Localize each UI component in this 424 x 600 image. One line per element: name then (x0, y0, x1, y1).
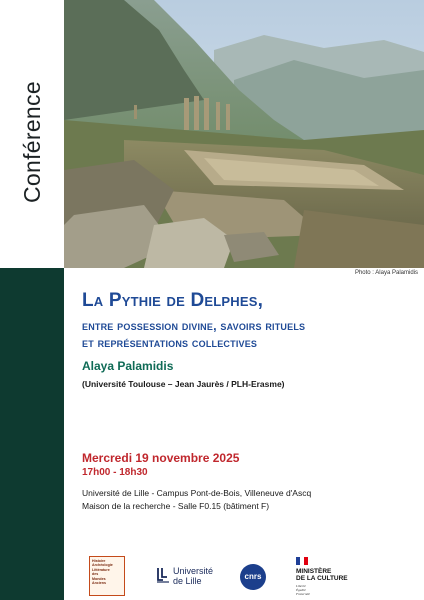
venue-line-2: Maison de la recherche - Salle F0.15 (bâtiment F) (82, 501, 270, 511)
event-venue (82, 487, 311, 513)
event-time: 17h00 - 18h30 (82, 467, 148, 478)
subtitle-line-1: entre possession divine, savoirs rituels (82, 319, 306, 333)
motto-line: Fraternité (296, 592, 310, 596)
hal-line: des (92, 572, 99, 577)
partner-logos (64, 548, 424, 600)
marianne-icon (296, 557, 308, 565)
lille-mark-icon (156, 567, 170, 583)
photo-credit: Photo : Alaya Palamidis (354, 270, 418, 276)
lille-line: Université (173, 566, 214, 576)
hal-line: Anciens (92, 581, 106, 586)
cnrs-logo: cnrs (240, 564, 266, 590)
conference-label: Conférence (19, 81, 45, 203)
venue-line-1: Université de Lille - Campus Pont-de-Bois, Villeneuve d'Ascq (82, 488, 312, 498)
hal-line: Histoire (92, 559, 106, 563)
subtitle-line-2: et représentations collectives (82, 336, 258, 350)
event-date: Mercredi 19 novembre 2025 (82, 451, 240, 465)
culture-line: DE LA CULTURE (296, 575, 348, 582)
universite-de-lille-logo (156, 566, 226, 588)
hal-line: Mondes (92, 576, 106, 581)
ministere-culture-logo (296, 557, 356, 597)
lille-line: de Lille (173, 576, 202, 586)
motto-line: Liberté (296, 584, 306, 588)
conference-subtitle (82, 318, 418, 352)
motto-line: Égalité (296, 588, 306, 592)
sidebar-band (0, 268, 64, 600)
hal-line: Archéologie (92, 563, 113, 568)
speaker-affiliation: (Université Toulouse – Jean Jaurès / PLH-Erasme) (82, 379, 285, 389)
culture-line: MINISTÈRE (296, 568, 332, 575)
hal-ma-logo (89, 556, 125, 596)
delphi-photo (64, 0, 424, 268)
speaker-name: Alaya Palamidis (82, 359, 174, 373)
conference-title: La Pythie de Delphes, (82, 290, 264, 311)
hal-line: Littérature (92, 567, 110, 572)
